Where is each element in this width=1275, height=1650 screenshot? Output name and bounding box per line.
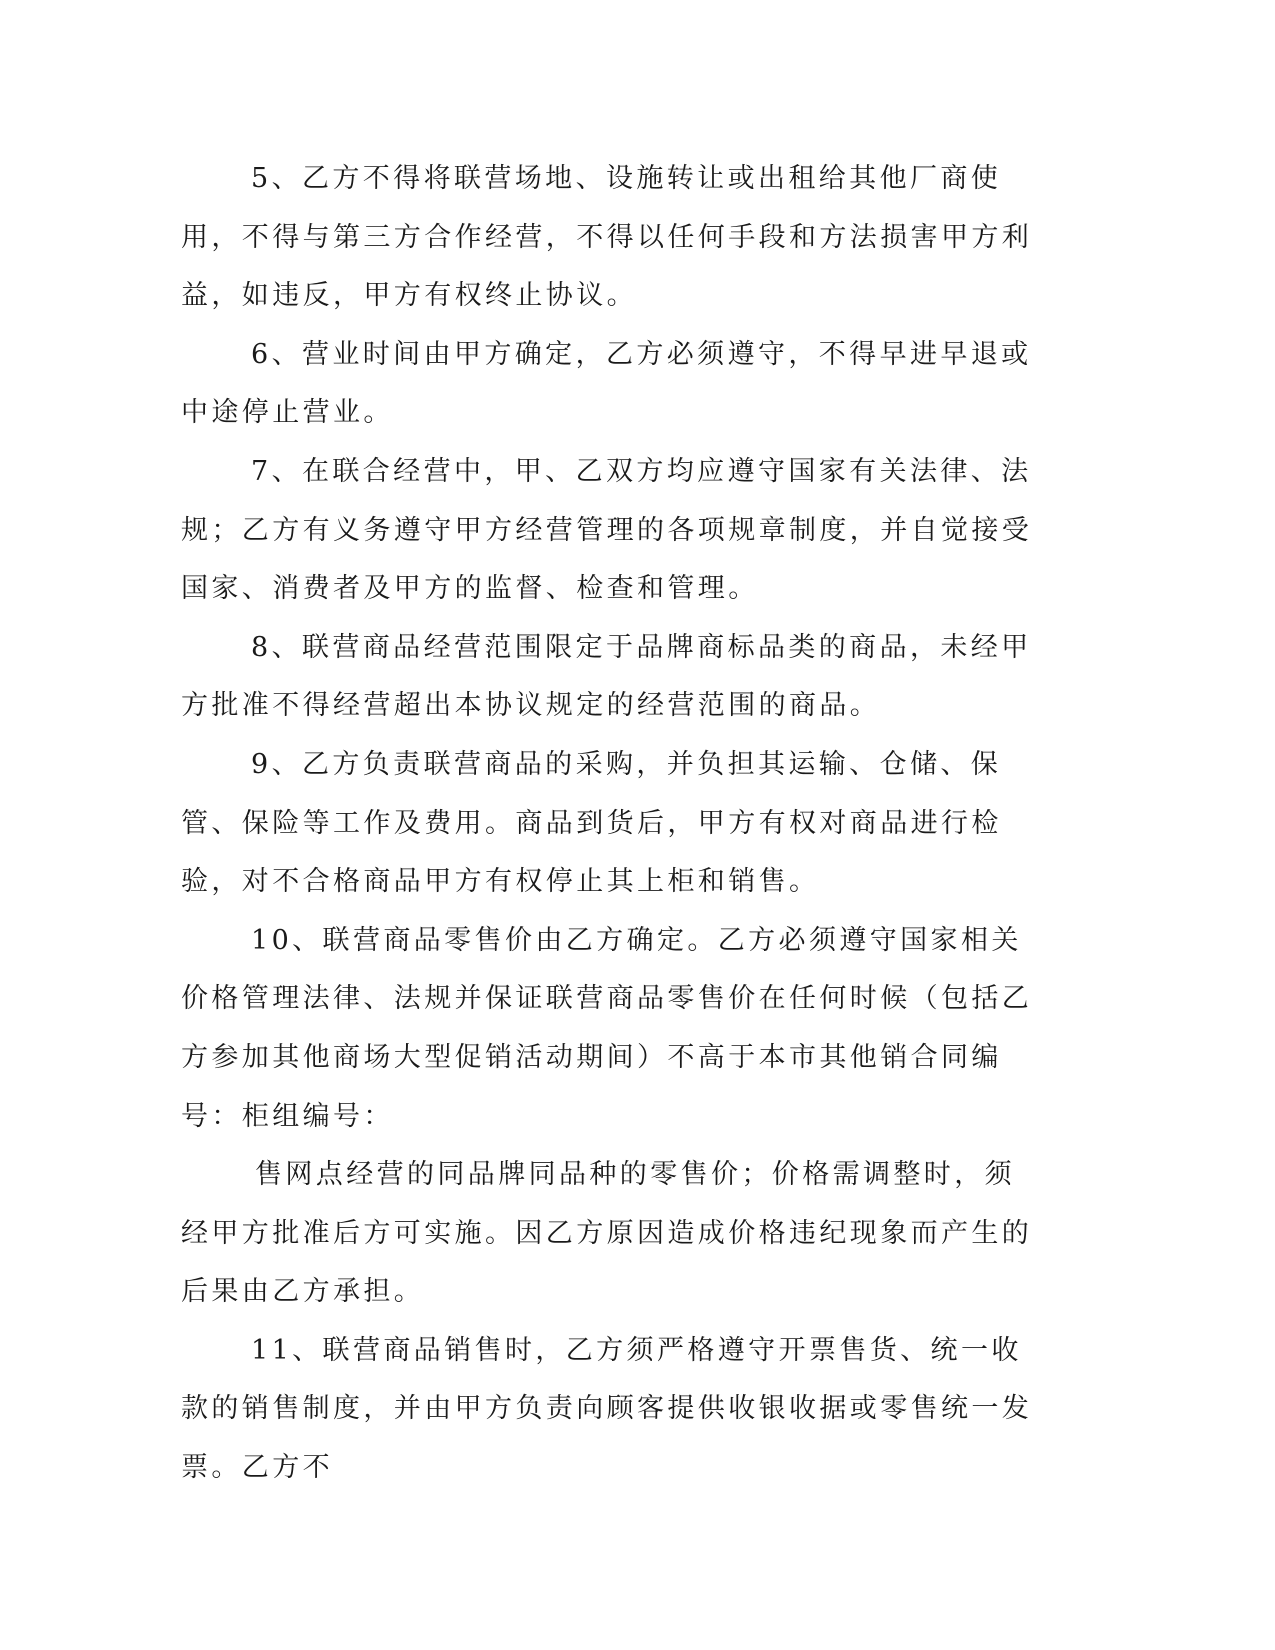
clause-9: 9、乙方负责联营商品的采购，并负担其运输、仓储、保管、保险等工作及费用。商品到货后，甲方有权对商品进行检验，对不合格商品甲方有权停止其上柜和销售。 bbox=[181, 748, 1002, 898]
clause-11: 11、联营商品销售时，乙方须严格遵守开票售货、统一收款的销售制度，并由甲方负责向顾客提供收银收据或零售统一发票。乙方不 bbox=[181, 1334, 1033, 1484]
document-body bbox=[181, 150, 1041, 1498]
clause-5: 5、乙方不得将联营场地、设施转让或出租给其他厂商使用，不得与第三方合作经营，不得以任何手段和方法损害甲方利益，如违反，甲方有权终止协议。 bbox=[181, 163, 1033, 312]
clause-8: 8、联营商品经营范围限定于品牌商标品类的商品，未经甲方批准不得经营超出本协议规定的经营范围的商品。 bbox=[181, 631, 1032, 722]
clause-10: 10、联营商品零售价由乙方确定。乙方必须遵守国家相关价格管理法律、法规并保证联营商品零售价在任何时候（包括乙方参加其他商场大型促销活动期间）不高于本市其他销合同编号：柜组编号： bbox=[181, 924, 1033, 1132]
clause-7: 7、在联合经营中，甲、乙双方均应遵守国家有关法律、法规；乙方有义务遵守甲方经营管理的各项规章制度，并自觉接受国家、消费者及甲方的监督、检查和管理。 bbox=[181, 455, 1033, 605]
clause-10-continued: 售网点经营的同品牌同品种的零售价；价格需调整时，须经甲方批准后方可实施。因乙方原因造成价格违纪现象而产生的后果由乙方承担。 bbox=[181, 1159, 1033, 1308]
clause-6: 6、营业时间由甲方确定，乙方必须遵守，不得早进早退或中途停止营业。 bbox=[181, 338, 1032, 429]
